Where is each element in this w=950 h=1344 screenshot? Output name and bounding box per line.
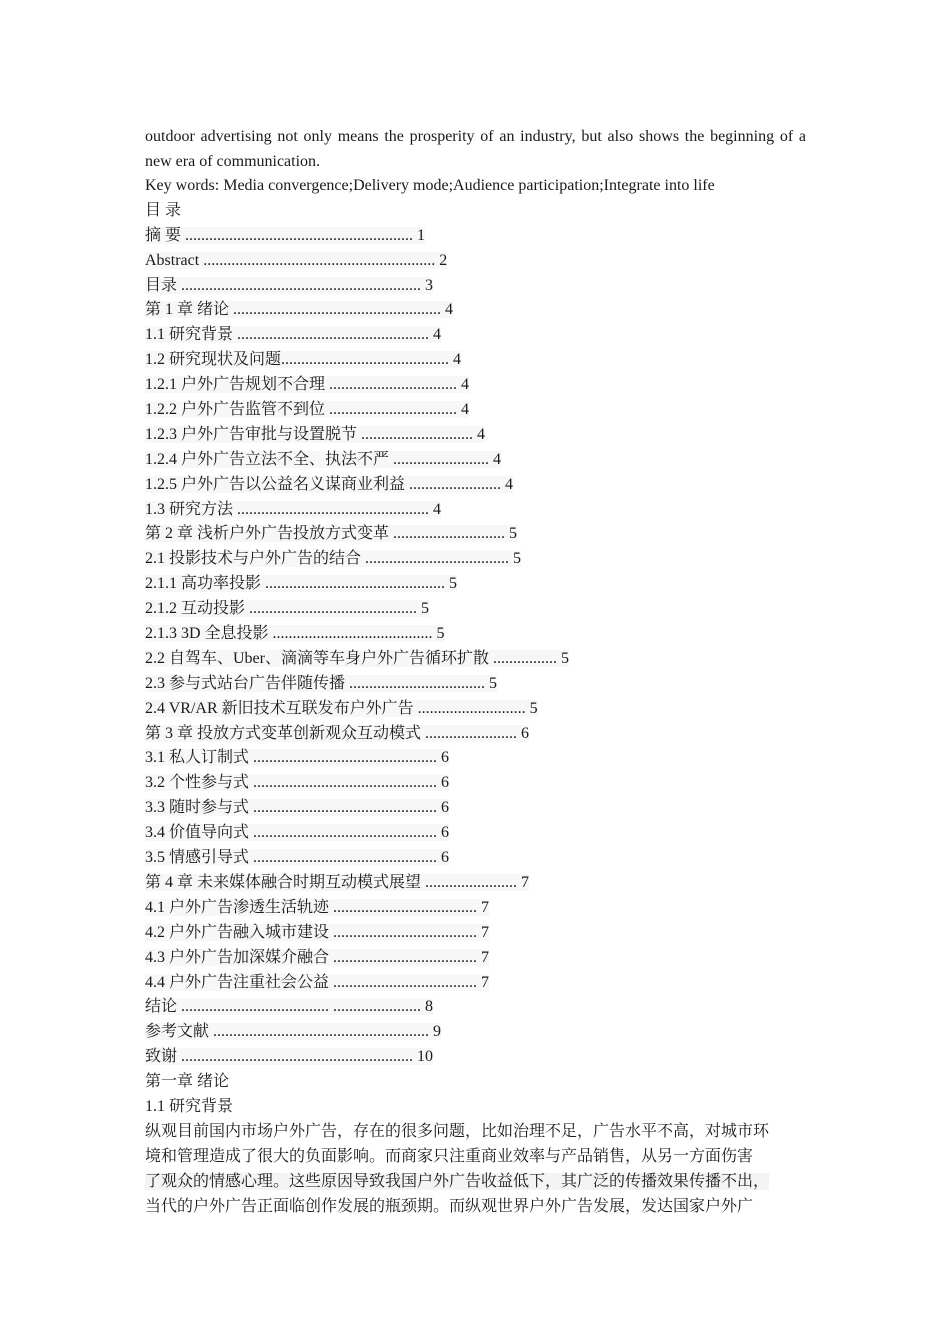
toc-entry[interactable]: 2.1.2 互动投影 .......................................... 5 [145,600,430,618]
toc-entry[interactable]: 2.1.3 3D 全息投影 ........................................ 5 [145,625,445,643]
toc-entry[interactable]: 2.1.1 高功率投影 ............................................. 5 [145,575,458,593]
toc-entry[interactable]: 参考文献 ...................................................... 9 [145,1023,442,1041]
toc-entry[interactable]: 3.2 个性参与式 .............................................. 6 [145,774,450,792]
chapter-title: 第一章 绪论 [145,1073,230,1091]
toc-entry[interactable]: 4.2 户外广告融入城市建设 .................................... 7 [145,923,490,941]
toc-list [145,224,806,1070]
toc-entry[interactable]: 4.4 户外广告注重社会公益 .................................... 7 [145,973,490,991]
toc-entry[interactable]: 1.2.2 户外广告监管不到位 ................................ 4 [145,401,470,419]
section-title: 1.1 研究背景 [145,1097,234,1115]
body-line: 境和管理造成了很大的负面影响。而商家只注重商业效率与产品销售，从另一方面伤害 [145,1147,754,1165]
toc-entry[interactable]: 致谢 .......................................................... 10 [145,1048,434,1066]
toc-entry[interactable]: 4.1 户外广告渗透生活轨迹 .................................... 7 [145,898,490,916]
toc-entry[interactable]: 1.1 研究背景 ................................................ 4 [145,326,442,344]
toc-entry[interactable]: 3.1 私人订制式 .............................................. 6 [145,749,450,767]
toc-entry[interactable]: 3.5 情感引导式 .............................................. 6 [145,849,450,867]
body-line: 纵观目前国内市场户外广告，存在的很多问题，比如治理不足，广告水平不高，对城市环 [145,1122,770,1140]
toc-entry[interactable]: 1.2.4 户外广告立法不全、执法不严 ........................ 4 [145,450,502,468]
toc-entry[interactable]: 3.4 价值导向式 .............................................. 6 [145,824,450,842]
toc-entry[interactable]: 2.4 VR/AR 新旧技术互联发布户外广告 ........................... 5 [145,699,538,717]
body-paragraph [145,1120,806,1220]
abstract-paragraph-tail: outdoor advertising not only means the prosperity of an industry, but also shows the beginning of a new era of communication. [145,128,806,170]
toc-entry[interactable]: 1.2 研究现状及问题.......................................... 4 [145,351,462,369]
toc-title: 目 录 [145,201,182,219]
toc-entry[interactable]: 2.3 参与式站台广告伴随传播 .................................. 5 [145,674,498,692]
toc-entry[interactable]: 2.2 自驾车、Uber、滴滴等车身户外广告循环扩散 ................ 5 [145,649,569,667]
toc-entry[interactable]: 4.3 户外广告加深媒介融合 .................................... 7 [145,948,490,966]
toc-entry[interactable]: 1.2.1 户外广告规划不合理 ................................ 4 [145,376,470,394]
toc-entry[interactable]: 摘 要 ......................................................... 1 [145,226,426,244]
toc-entry[interactable]: 3.3 随时参与式 .............................................. 6 [145,799,450,817]
toc-entry[interactable]: 1.2.5 户外广告以公益名义谋商业利益 ....................... 4 [145,475,514,493]
body-line: 当代的户外广告正面临创作发展的瓶颈期。而纵观世界户外广告发展，发达国家户外广 [145,1197,754,1215]
toc-entry[interactable]: 1.3 研究方法 ................................................ 4 [145,500,442,518]
toc-entry[interactable]: 第 1 章 绪论 .................................................... 4 [145,301,454,319]
keywords-line: Key words: Media convergence;Delivery mode;Audience participation;Integrate into life [145,177,715,194]
toc-entry[interactable]: 2.1 投影技术与户外广告的结合 .................................... 5 [145,550,522,568]
toc-entry[interactable]: 第 4 章 未来媒体融合时期互动模式展望 ....................... 7 [145,873,530,891]
toc-entry[interactable]: 1.2.3 户外广告审批与设置脱节 ............................ 4 [145,425,486,443]
toc-entry[interactable]: 结论 ..................................... ...................... 8 [145,998,434,1016]
toc-entry[interactable]: 第 2 章 浅析户外广告投放方式变革 ............................ 5 [145,525,518,543]
toc-entry[interactable]: 第 3 章 投放方式变革创新观众互动模式 ....................... 6 [145,724,530,742]
toc-entry[interactable]: Abstract .......................................................... 2 [145,251,448,269]
document-page [145,124,806,1219]
body-line: 了观众的情感心理。这些原因导致我国户外广告收益低下，其广泛的传播效果传播不出， [145,1172,770,1190]
toc-entry[interactable]: 目录 ............................................................ 3 [145,276,434,294]
